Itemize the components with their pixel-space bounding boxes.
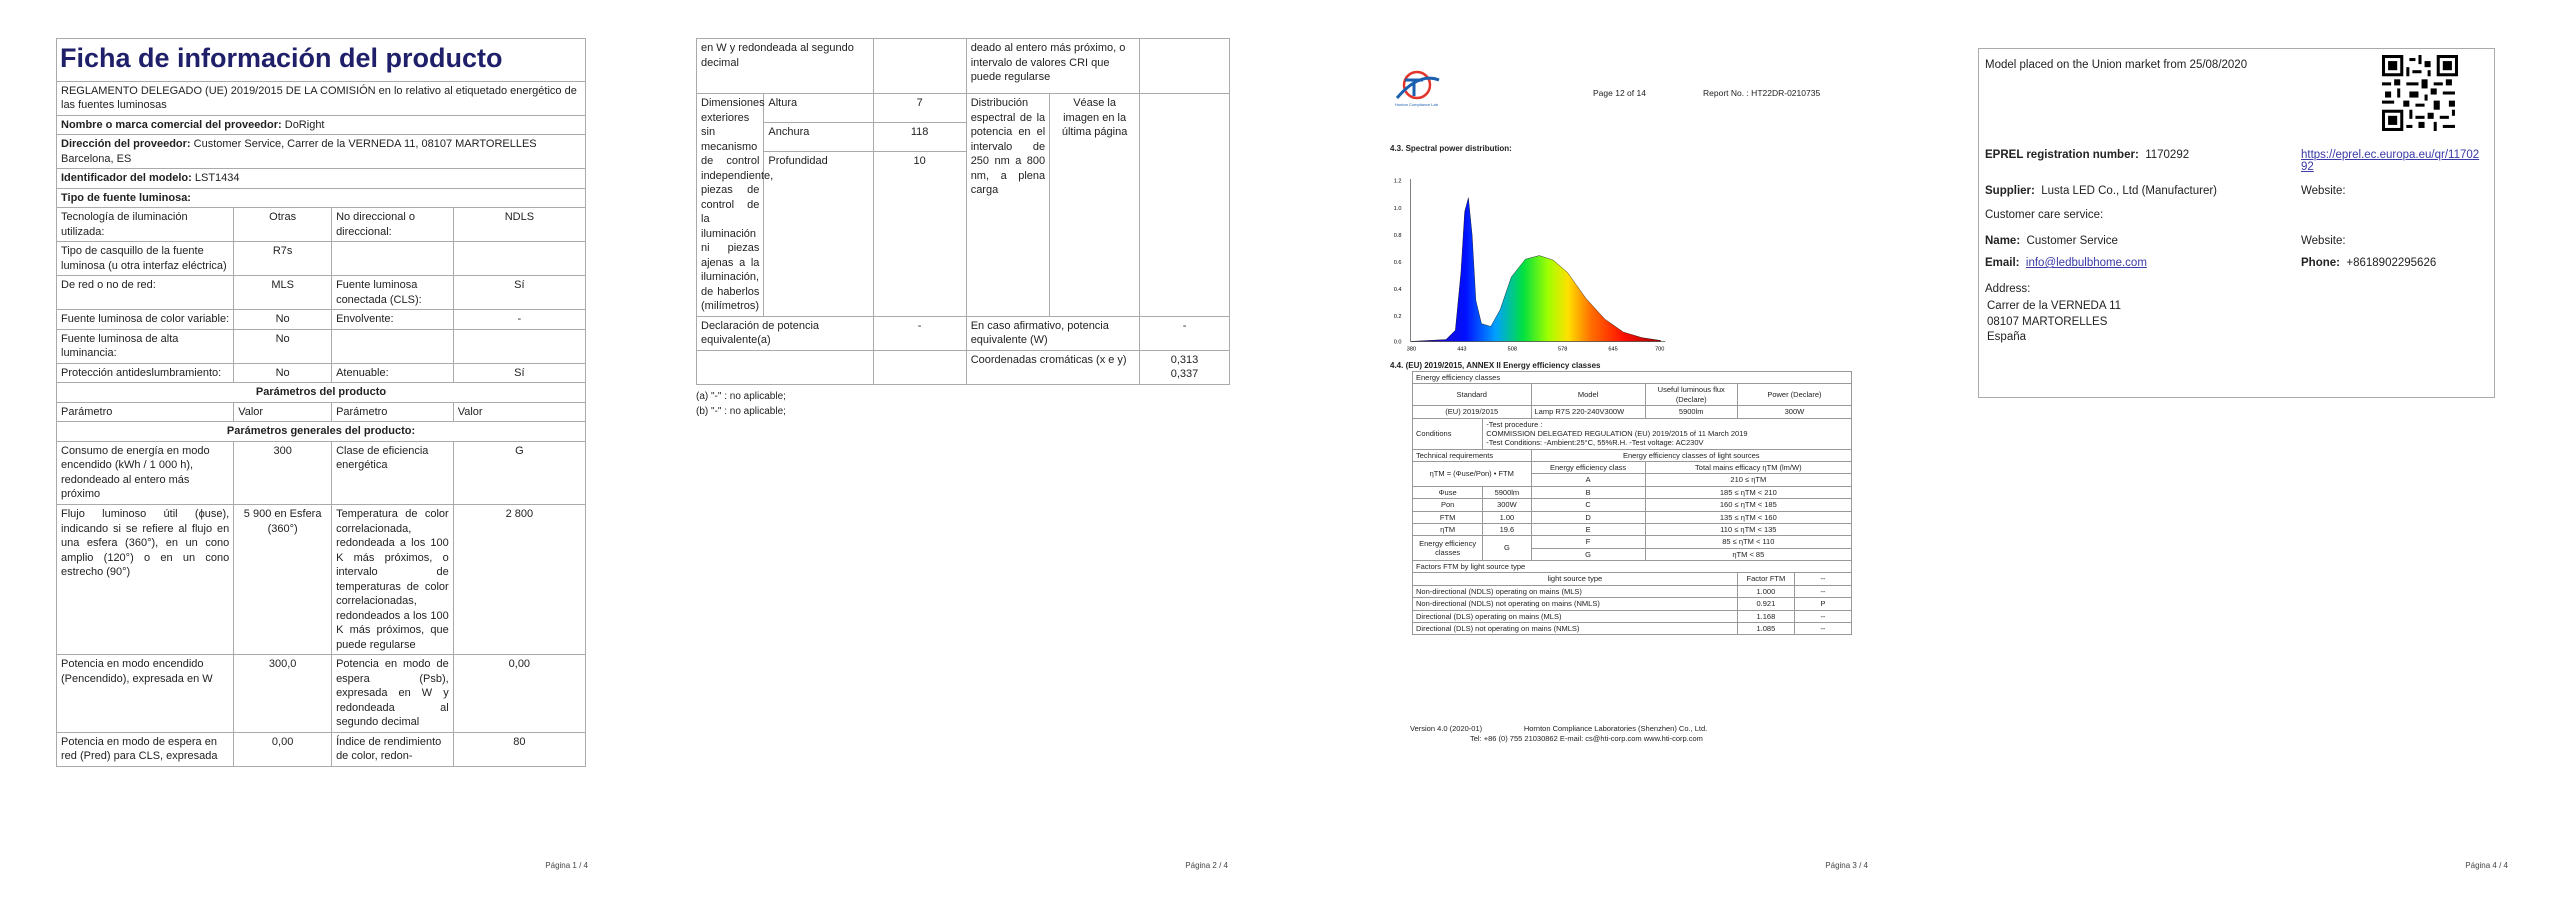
cell: (EU) 2019/2015 [1413,406,1532,418]
supplier-row [1985,185,2217,197]
cell: 300W [1483,499,1531,511]
cell: - [453,310,585,330]
cell: P [1794,598,1851,610]
cell: Sí [453,276,585,310]
cell: Flujo luminoso útil (ϕuse), indicando si se refiere al flujo en una esfera (360°), en un cono amplio (120°) o en un cono estrecho (90°) [57,505,234,655]
cell: 0.921 [1737,598,1794,610]
cell: Energy efficiency classes [1413,372,1852,384]
column-header: Parámetro [57,402,234,422]
table-row [697,39,1230,94]
spd-curve [1411,198,1661,342]
footnote-a: (a) "-" : no aplicable; [696,390,786,402]
table-row [57,441,586,504]
cell: 5 900 en Esfera (360°) [234,505,332,655]
supplier-address-row [57,135,586,169]
page-number: Página 1 / 4 [545,861,588,870]
version: Version 4.0 (2020-01) [1410,724,1483,733]
model-value: LST1434 [194,172,240,185]
cell: -- [1794,585,1851,597]
cell [873,39,966,94]
cell: 1.085 [1737,622,1794,634]
page-4 [1920,28,2560,868]
cell [453,242,585,276]
spectral-power-chart [1390,163,1670,363]
cell: D [1531,511,1645,523]
cell [1140,350,1230,384]
cell: No direccional o direccional: [332,208,454,242]
table-row [1413,499,1852,511]
cell: Protección antideslumbramiento: [57,363,234,383]
cell: Conditions [1413,418,1483,449]
table-row [697,350,1230,384]
y-tick: 1.0 [1393,205,1402,212]
y-tick: 1.2 [1393,178,1402,185]
y-axis [1394,179,1411,346]
spectral-label: Distribución espectral de la potencia en el intervalo de 250 nm a 800 nm, a plena carga [966,94,1049,317]
cell: Tipo de casquillo de la fuente luminosa (u otra interfaz eléctrica) [57,242,234,276]
supplier-name-label: Nombre o marca comercial del proveedor: [61,118,282,131]
cell: Non-directional (NDLS) operating on mains (MLS) [1413,585,1738,597]
x-tick: 645 [1608,346,1618,353]
cell [1140,39,1230,94]
eprel-value: 1170292 [2145,149,2190,161]
cell: Φuse [1413,486,1483,498]
chroma-y: 0,337 [1170,368,1199,381]
cell: Anchura [764,122,873,151]
eprel-label: EPREL registration number: [1985,149,2139,161]
lab-logo-icon [1393,68,1443,108]
table-row [1413,511,1852,523]
cell: 300W [1737,406,1851,418]
regulation-text: REGLAMENTO DELEGADO (UE) 2019/2015 DE LA COMISIÓN en lo relativo al etiquetado energético de las fuentes luminosas [57,81,586,115]
table-row [57,329,586,363]
y-tick: 0.0 [1393,339,1402,346]
x-axis [1407,341,1666,352]
cell: Energy efficiency classes [1413,536,1483,561]
table-row [1413,449,1852,461]
phone-row [2301,257,2436,269]
cell: 7 [873,94,966,123]
cell: ηTM = (Φuse/Pon) • FTM [1413,462,1532,487]
lab-name: Hornton Compliance Laboratories (Shenzhen) Co., Ltd. [1523,724,1708,733]
table-row [57,655,586,733]
cell: No [234,310,332,330]
cell: Consumo de energía en modo encendido (kWh / 1 000 h), redondeado al entero más próximo [57,441,234,504]
cell: G [453,441,585,504]
table-row [1413,585,1852,597]
cell: -- [1794,610,1851,622]
table-row [57,505,586,655]
table-row [697,94,1230,123]
table-row [697,316,1230,350]
address-label: Address: [1985,283,2031,295]
cell: -- [1794,622,1851,634]
supplier-label: Supplier: [1985,185,2035,197]
supplier-address-value: Customer Service, Carrer de la VERNEDA 11, 08107 MARTORELLES Barcelona, ES [61,138,537,165]
cell: Fuente luminosa de color variable: [57,310,234,330]
cell: 80 [453,732,585,766]
model-row [57,169,586,189]
x-tick: 700 [1655,346,1665,353]
cell: Potencia en modo de espera en red (Pred) para CLS, expresada [57,732,234,766]
eprel-registration [1985,149,2189,161]
cell: 10 [873,151,966,316]
model-label: Identificador del modelo: [61,172,192,185]
conditions-line: -Test procedure : [1486,419,1543,429]
cell: Profundidad [764,151,873,316]
svg-text:Hunton Compliance Lab: Hunton Compliance Lab [1395,102,1438,107]
cell: G [1483,536,1531,561]
email-row [1985,257,2147,269]
cell: Potencia en modo encendido (Pencendido), expresada en W [57,655,234,733]
table-row [57,363,586,383]
x-tick: 578 [1558,346,1568,353]
cell: Altura [764,94,873,123]
table-row [1413,610,1852,622]
cell: Coordenadas cromáticas (x e y) [966,350,1139,384]
cell: Tecnología de iluminación utilizada: [57,208,234,242]
cell: light source type [1413,573,1738,585]
supplier-name-value: DoRight [284,118,325,131]
page-3 [1280,28,1920,868]
cell: Non-directional (NDLS) not operating on mains (NMLS) [1413,598,1738,610]
cell: Índice de rendimiento de color, redon- [332,732,454,766]
cell: Factor FTM [1737,573,1794,585]
cell: Energy efficiency class [1531,462,1645,474]
cell: Declaración de potencia equivalente(a) [697,316,874,350]
cell: No [234,363,332,383]
cell: MLS [234,276,332,310]
report-header [1393,68,1863,108]
spd-title: 4.3. Spectral power distribution: [1390,144,1512,153]
page-2 [640,28,1280,868]
cell: - [873,316,966,350]
cell: Otras [234,208,332,242]
lab-contact: Tel: +86 (0) 755 21030862 E-mail: cs@hti-corp.com www.hti-corp.com [1470,734,1703,744]
cell: ηTM [1413,523,1483,535]
cell [332,242,454,276]
column-header: Valor [453,402,585,422]
cell [332,329,454,363]
cell: 135 ≤ ηTM < 160 [1645,511,1851,523]
y-tick: 0.6 [1393,259,1402,266]
cell: Directional (DLS) operating on mains (MLS) [1413,610,1738,622]
cell: 1.000 [1737,585,1794,597]
cell: 300,0 [234,655,332,733]
cell: C [1531,499,1645,511]
energy-efficiency-table [1412,371,1852,635]
cell: Power (Declare) [1737,384,1851,406]
cell: 300 [234,441,332,504]
cell: R7s [234,242,332,276]
table-row [1413,598,1852,610]
cell: 110 ≤ ηTM < 135 [1645,523,1851,535]
product-info-table-2 [696,38,1230,385]
cell: Temperatura de color correlacionada, redondeada a los 100 K más próximos, o intervalo de temperaturas de color correlacionadas, redondeados a los 100 K más próximos, que puede regularse [332,505,454,655]
website-label: Website: [2301,185,2346,197]
report-number: Report No. : HT22DR-0210735 [1703,88,1821,98]
cell: Potencia en modo de espera (Psb), expresada en W y redondeada al segundo decimal [332,655,454,733]
cell: A [1531,474,1645,486]
general-params-header: Parámetros generales del producto: [57,422,586,442]
cell: Total mains efficacy ηTM (lm/W) [1645,462,1851,474]
cell: 5900lm [1645,406,1737,418]
customer-care-label: Customer care service: [1985,209,2104,221]
cell: En caso afirmativo, potencia equivalente (W) [966,316,1139,350]
cell: ηTM < 85 [1645,548,1851,560]
email-label: Email: [1985,257,2020,269]
table-row [57,732,586,766]
address-line: España [1987,331,2027,344]
ee-title: 4.4. (EU) 2019/2015, ANNEX II Energy efficiency classes [1390,361,1601,370]
y-tick: 0.2 [1393,314,1402,321]
cell: Directional (DLS) not operating on mains (NMLS) [1413,622,1738,634]
cell: Envolvente: [332,310,454,330]
address-line: 08107 MARTORELLES [1987,315,2108,328]
table-row [1413,536,1852,548]
cell: deado al entero más próximo, o intervalo de valores CRI que puede regularse [966,39,1139,94]
cell: Fuente luminosa de alta luminancia: [57,329,234,363]
spectral-value: Véase la imagen en la última página [1050,94,1140,317]
table-row [1413,462,1852,474]
cell: 0,00 [234,732,332,766]
cell: Clase de eficiencia energética [332,441,454,504]
cell: Atenuable: [332,363,454,383]
cell: De red o no de red: [57,276,234,310]
params-header: Parámetros del producto [57,383,586,403]
cell: 185 ≤ ηTM < 210 [1645,486,1851,498]
website-label-2: Website: [2301,235,2346,247]
x-tick: 443 [1457,346,1467,353]
page-number: Página 4 / 4 [2465,861,2508,870]
cell: 1.168 [1737,610,1794,622]
table-row [1413,418,1852,449]
cell: 2 800 [453,505,585,655]
cell: Factors FTM by light source type [1413,561,1852,573]
cell: Pon [1413,499,1483,511]
cell: -- [1794,573,1851,585]
table-row [57,276,586,310]
eprel-label-box [1978,48,2495,398]
cell: Useful luminous flux (Declare) [1645,384,1737,406]
cell: 0,00 [453,655,585,733]
cell: 1.00 [1483,511,1531,523]
cell: 210 ≤ ηTM [1645,474,1851,486]
cell: E [1531,523,1645,535]
cell: Model [1531,384,1645,406]
cell: 118 [873,122,966,151]
eprel-link[interactable]: https://eprel.ec.europa.eu/qr/1170292 [2301,149,2480,173]
conditions-line: -Test Conditions: -Ambient:25°C, 55%R.H. -Test voltage: AC230V [1486,438,1704,448]
table-row [1413,384,1852,406]
phone-value: +8618902295626 [2346,257,2437,269]
cell: Energy efficiency classes of light sources [1531,449,1851,461]
report-page: Page 12 of 14 [1593,88,1646,98]
cell: FTM [1413,511,1483,523]
address-line: Carrer de la VERNEDA 11 [1987,300,2122,312]
supplier-name-row [57,115,586,135]
cell: B [1531,486,1645,498]
phone-label: Phone: [2301,257,2340,269]
product-info-sheet [56,38,586,767]
cell: F [1531,536,1645,548]
footnote-b: (b) "-" : no aplicable; [696,405,786,417]
contact-name-row [1985,235,2118,247]
cell: Standard [1413,384,1532,406]
product-info-table [56,81,586,767]
column-headers [57,402,586,422]
column-header: Valor [234,402,332,422]
type-header: Tipo de fuente luminosa: [57,188,586,208]
dims-label: Dimensiones exteriores sin mecanismo de control independiente, piezas de control de la iluminación ni piezas ajenas a la iluminación, de haberlos (milímetros) [697,94,764,317]
cell [453,329,585,363]
page-number: Página 2 / 4 [1185,861,1228,870]
cell: Technical requirements [1413,449,1532,461]
table-row [1413,406,1852,418]
page-1 [0,28,640,868]
column-header: Parámetro [332,402,454,422]
x-tick: 380 [1406,346,1417,353]
cell: Fuente luminosa conectada (CLS): [332,276,454,310]
cell: Lamp R7S 220-240V300W [1531,406,1645,418]
table-row [57,208,586,242]
table-row [1413,486,1852,498]
y-tick: 0.4 [1393,287,1402,293]
table-row [57,310,586,330]
cell: - [1140,316,1230,350]
email-link[interactable]: info@ledbulbhome.com [2025,257,2147,269]
sheet-title: Ficha de información del producto [56,38,586,81]
report-footer [1410,724,1707,744]
table-row [1413,523,1852,535]
cell: No [234,329,332,363]
y-tick: 0.8 [1393,232,1402,239]
table-row [1413,573,1852,585]
cell: 85 ≤ ηTM < 110 [1645,536,1851,548]
chroma-x: 0,313 [1170,353,1199,366]
page-number: Página 3 / 4 [1825,861,1868,870]
supplier-address-label: Dirección del proveedor: [61,138,191,151]
cell: G [1531,548,1645,560]
table-row [1413,622,1852,634]
cell: 19.6 [1483,523,1531,535]
cell: NDLS [453,208,585,242]
x-tick: 508 [1507,346,1517,353]
qr-code-icon[interactable] [2382,55,2458,131]
cell: en W y redondeada al segundo decimal [697,39,874,94]
name-label: Name: [1985,235,2021,247]
address-block [1987,299,2121,346]
table-row [57,242,586,276]
cell [1483,418,1852,449]
cell: 160 ≤ ηTM < 185 [1645,499,1851,511]
conditions-line: COMMISSION DELEGATED REGULATION (EU) 2019/2015 of 11 March 2019 [1486,428,1748,438]
cell: Sí [453,363,585,383]
supplier-value: Lusta LED Co., Ltd (Manufacturer) [2041,185,2218,197]
footnotes [696,389,1230,419]
name-value: Customer Service [2026,235,2118,247]
placed-on-market: Model placed on the Union market from 25/08/2020 [1985,59,2248,71]
product-info-sheet-continued [696,38,1230,419]
cell: 5900lm [1483,486,1531,498]
